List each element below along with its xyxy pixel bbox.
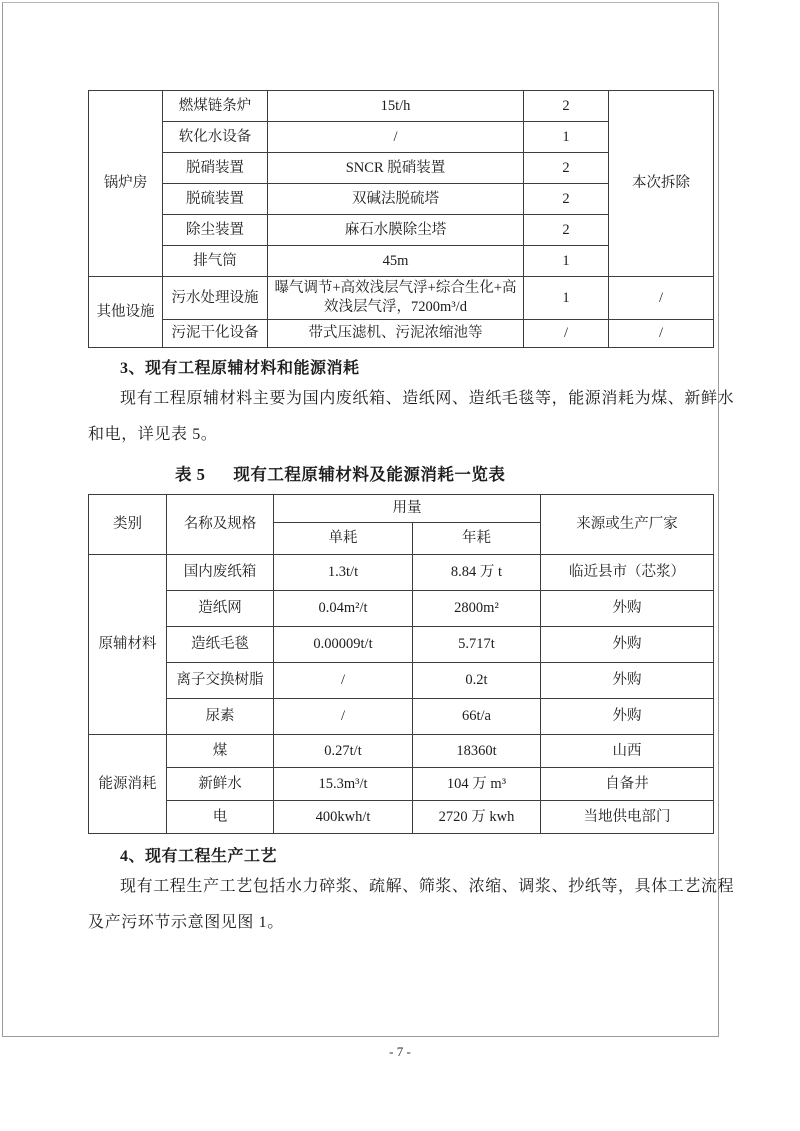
source-cell: 临近县市（芯浆） [541, 555, 714, 591]
source-cell: 外购 [541, 699, 714, 735]
source-cell: 外购 [541, 591, 714, 627]
section-4-heading: 4、现有工程生产工艺 [120, 848, 278, 865]
unit-use-cell: 15.3m³/t [274, 768, 413, 801]
category-cell: 原辅材料 [89, 555, 167, 735]
status-cell: / [609, 277, 714, 320]
count-cell: 1 [524, 277, 609, 320]
annual-use-cell: 0.2t [413, 663, 541, 699]
source-cell: 外购 [541, 663, 714, 699]
paragraph-line: 现有工程原辅材料主要为国内废纸箱、造纸网、造纸毛毯等，能源消耗为煤、新鲜水 [120, 390, 735, 407]
category-cell: 其他设施 [89, 277, 163, 348]
spec-cell: 45m [268, 246, 524, 277]
annual-use-cell: 18360t [413, 735, 541, 768]
source-cell: 当地供电部门 [541, 801, 714, 834]
table-row [89, 591, 714, 627]
table-row [89, 320, 714, 348]
count-cell: 1 [524, 122, 609, 153]
source-cell: 山西 [541, 735, 714, 768]
name-cell: 脱硫装置 [163, 184, 268, 215]
table-row [89, 801, 714, 834]
table-caption-label: 表 5 [175, 465, 206, 484]
table-row [89, 768, 714, 801]
table-header-row [89, 495, 714, 523]
spec-cell: SNCR 脱硝装置 [268, 153, 524, 184]
unit-use-cell: 0.00009t/t [274, 627, 413, 663]
name-cell: 造纸毛毯 [167, 627, 274, 663]
name-cell: 电 [167, 801, 274, 834]
count-cell: 2 [524, 215, 609, 246]
name-cell: 排气筒 [163, 246, 268, 277]
header-unit-use: 单耗 [274, 523, 413, 555]
count-cell: 2 [524, 91, 609, 122]
spec-cell: 带式压滤机、污泥浓缩池等 [268, 320, 524, 348]
table-row [89, 627, 714, 663]
name-cell: 煤 [167, 735, 274, 768]
name-cell: 尿素 [167, 699, 274, 735]
spec-cell: 15t/h [268, 91, 524, 122]
status-cell: 本次拆除 [609, 91, 714, 277]
name-cell: 离子交换树脂 [167, 663, 274, 699]
source-cell: 外购 [541, 627, 714, 663]
annual-use-cell: 8.84 万 t [413, 555, 541, 591]
page-content [88, 90, 735, 941]
annual-use-cell: 66t/a [413, 699, 541, 735]
name-cell: 软化水设备 [163, 122, 268, 153]
header-annual-use: 年耗 [413, 523, 541, 555]
spec-cell: 曝气调节+高效浅层气浮+综合生化+高效浅层气浮，7200m³/d [268, 277, 524, 320]
count-cell: 1 [524, 246, 609, 277]
paragraph-line: 及产污环节示意图见图 1。 [88, 914, 284, 931]
name-cell: 燃煤链条炉 [163, 91, 268, 122]
spec-cell: 双碱法脱硫塔 [268, 184, 524, 215]
paragraph-line: 和电，详见表 5。 [88, 426, 218, 443]
unit-use-cell: / [274, 663, 413, 699]
spec-cell: 麻石水膜除尘塔 [268, 215, 524, 246]
category-cell: 能源消耗 [89, 735, 167, 834]
unit-use-cell: 0.27t/t [274, 735, 413, 768]
spec-cell: / [268, 122, 524, 153]
annual-use-cell: 2800m² [413, 591, 541, 627]
header-usage: 用量 [274, 495, 541, 523]
table-row [89, 555, 714, 591]
table-row [89, 91, 714, 122]
unit-use-cell: 400kwh/t [274, 801, 413, 834]
unit-use-cell: / [274, 699, 413, 735]
name-cell: 新鲜水 [167, 768, 274, 801]
table-5-caption [88, 461, 713, 489]
count-cell: 2 [524, 184, 609, 215]
header-name-spec: 名称及规格 [167, 495, 274, 555]
name-cell: 造纸网 [167, 591, 274, 627]
section-3-heading: 3、现有工程原辅材料和能源消耗 [120, 360, 360, 377]
annual-use-cell: 5.717t [413, 627, 541, 663]
page-number: - 7 - [389, 1044, 411, 1059]
unit-use-cell: 1.3t/t [274, 555, 413, 591]
header-category: 类别 [89, 495, 167, 555]
name-cell: 脱硝装置 [163, 153, 268, 184]
header-source: 来源或生产厂家 [541, 495, 714, 555]
name-cell: 国内废纸箱 [167, 555, 274, 591]
name-cell: 污泥干化设备 [163, 320, 268, 348]
count-cell: / [524, 320, 609, 348]
table-row [89, 277, 714, 320]
paragraph-line: 现有工程生产工艺包括水力碎浆、疏解、筛浆、浓缩、调浆、抄纸等，具体工艺流程 [120, 878, 735, 895]
table-row [89, 699, 714, 735]
equipment-table [88, 90, 714, 348]
unit-use-cell: 0.04m²/t [274, 591, 413, 627]
category-cell: 锅炉房 [89, 91, 163, 277]
name-cell: 除尘装置 [163, 215, 268, 246]
materials-energy-table [88, 494, 714, 834]
source-cell: 自备井 [541, 768, 714, 801]
name-cell: 污水处理设施 [163, 277, 268, 320]
annual-use-cell: 104 万 m³ [413, 768, 541, 801]
count-cell: 2 [524, 153, 609, 184]
table-caption-title: 现有工程原辅材料及能源消耗一览表 [233, 465, 506, 484]
table-row [89, 735, 714, 768]
annual-use-cell: 2720 万 kwh [413, 801, 541, 834]
status-cell: / [609, 320, 714, 348]
table-row [89, 663, 714, 699]
